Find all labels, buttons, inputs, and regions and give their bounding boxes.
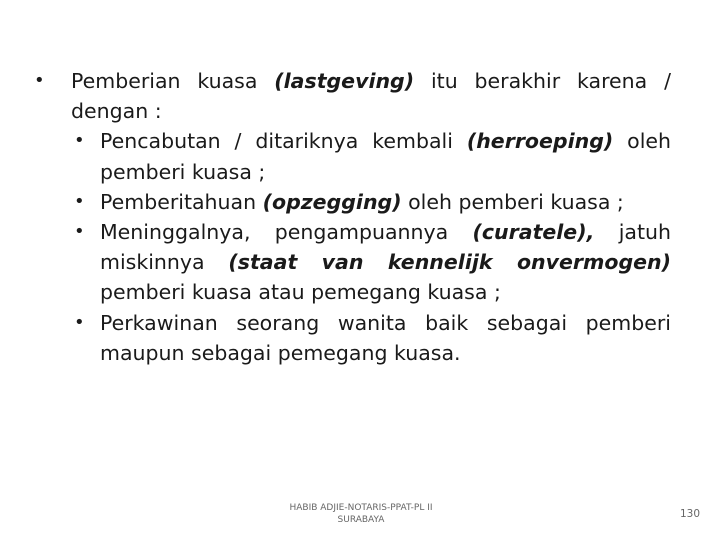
bullet-text: jatuh miskinnya bbox=[100, 220, 671, 275]
bullet-marker: • bbox=[74, 311, 85, 333]
sub-bullet-curatele bbox=[30, 217, 671, 308]
bullet-text: Pencabutan / ditariknya kembali bbox=[100, 129, 467, 154]
emphasis-term: (staat van kennelijk onvermogen) bbox=[228, 250, 671, 275]
emphasis-term: (lastgeving) bbox=[274, 69, 415, 93]
footer-author-line: HABIB ADJIE-NOTARIS-PPAT-PL II bbox=[289, 503, 433, 513]
bullet-marker: • bbox=[74, 190, 85, 212]
emphasis-term: (herroeping) bbox=[466, 129, 614, 154]
bullet-text: pemberi kuasa atau pemegang kuasa ; bbox=[100, 280, 501, 305]
sub-bullet-perkawinan bbox=[30, 308, 671, 368]
footer-author-line: SURABAYA bbox=[337, 515, 385, 525]
emphasis-term: (opzegging) bbox=[262, 189, 402, 214]
bullet-text: Meninggalnya, pengampuannya bbox=[100, 220, 473, 245]
page-number: 130 bbox=[679, 508, 700, 520]
bullet-text: Perkawinan seorang wanita baik sebagai pemberi maupun sebagai pemegang kuasa. bbox=[100, 310, 671, 365]
bullet-text: itu berakhir karena / dengan : bbox=[71, 69, 671, 124]
sub-bullet-herroeping bbox=[30, 126, 671, 186]
bullet-text: Pemberitahuan bbox=[100, 189, 263, 214]
bullet-marker: • bbox=[74, 221, 85, 243]
bullet-marker: • bbox=[34, 70, 45, 91]
sub-bullet-opzegging bbox=[30, 187, 671, 217]
slide-content bbox=[30, 66, 671, 368]
bullet-item-lastgeving bbox=[30, 66, 671, 126]
bullet-marker: • bbox=[74, 130, 85, 152]
bullet-text: oleh pemberi kuasa ; bbox=[401, 189, 624, 214]
bullet-text: Pemberian kuasa bbox=[71, 69, 275, 93]
emphasis-term: (curatele), bbox=[472, 220, 595, 245]
bullet-text: oleh pemberi kuasa ; bbox=[100, 129, 672, 184]
footer-author bbox=[253, 502, 469, 526]
